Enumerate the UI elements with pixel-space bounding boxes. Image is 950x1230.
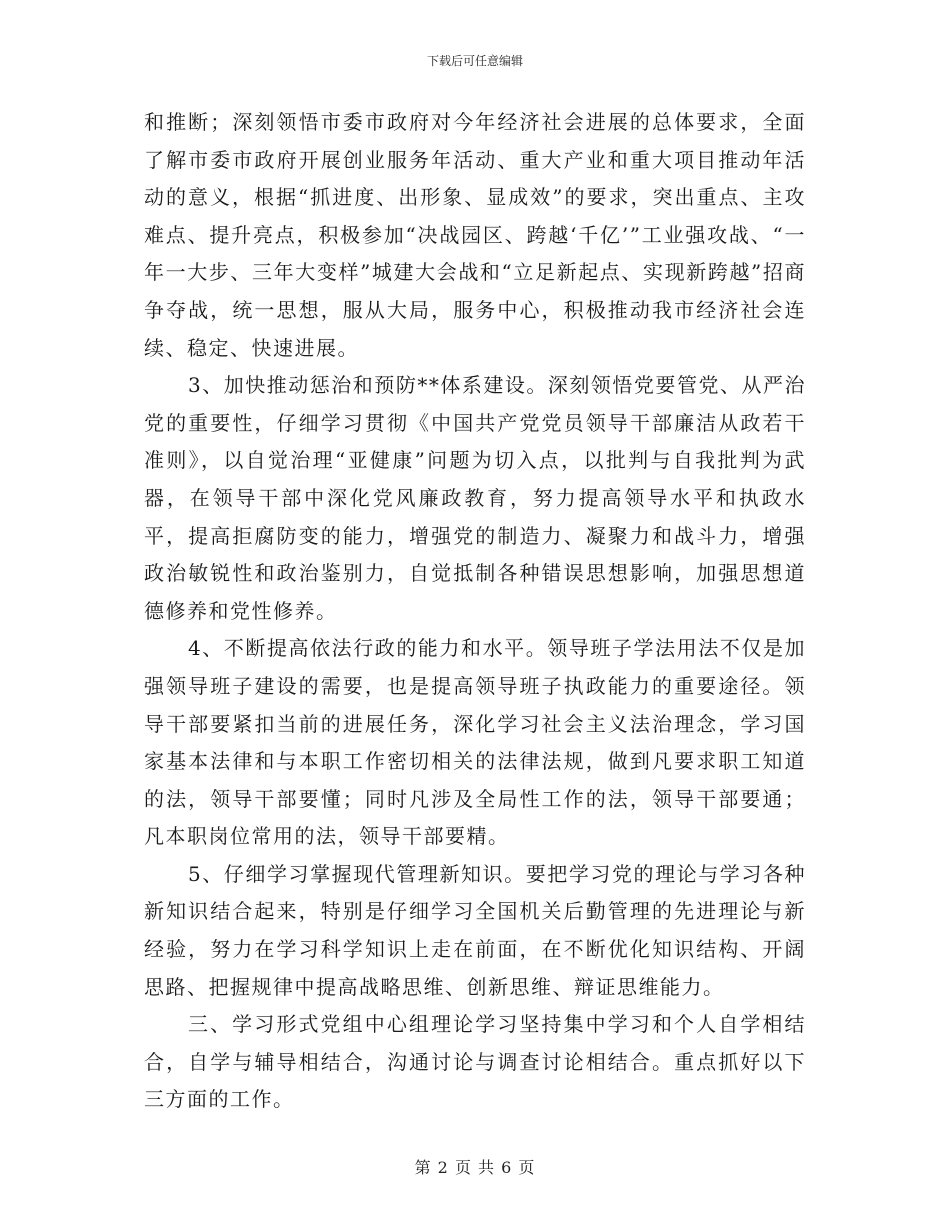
paragraph-item-3: 3、加快推动惩治和预防**体系建设。深刻领悟党要管党、从严治党的重要性，仔细学习贯彻《中国共产党党员领导干部廉洁从政若干准则》，以自觉治理“亚健康”问题为切入点，以批判与自我批判为武器，在领导干部中深化党风廉政教育，努力提高领导水平和执政水平，提高拒腐防变的能力，增强党的制造力、凝聚力和战斗力，增强政治敏锐性和政治鉴别力，自觉抵制各种错误思想影响，加强思想道德修养和党性修养。 (144, 373, 806, 623)
paragraph-item-5: 5、仔细学习掌握现代管理新知识。要把学习党的理论与学习各种新知识结合起来，特别是仔细学习全国机关后勤管理的先进理论与新经验，努力在学习科学知识上走在前面，在不断优化知识结构、开阔思路、把握规律中提高战略思维、创新思维、辩证思维能力。 (144, 861, 806, 999)
paragraph-section-3: 三、学习形式党组中心组理论学习坚持集中学习和个人自学相结合，自学与辅导相结合，沟通讨论与调查讨论相结合。重点抓好以下三方面的工作。 (144, 1012, 806, 1112)
paragraph-continuation: 和推断；深刻领悟市委市政府对今年经济社会进展的总体要求，全面了解市委市政府开展创业服务年活动、重大产业和重大项目推动年活动的意义，根据“抓进度、出形象、显成效”的要求，突出重点、主攻难点、提升亮点，积极参加“决战园区、跨越‘千亿’”工业强攻战、“一年一大步、三年大变样”城建大会战和“立足新起点、实现新跨越”招商争夺战，统一思想，服从大局，服务中心，积极推动我市经济社会连续、稳定、快速进展。 (144, 110, 806, 360)
paragraph-item-4: 4、不断提高依法行政的能力和水平。领导班子学法用法不仅是加强领导班子建设的需要，也是提高领导班子执政能力的重要途径。领导干部要紧扣当前的进展任务，深化学习社会主义法治理念，学习国家基本法律和与本职工作密切相关的法律法规，做到凡要求职工知道的法，领导干部要懂；同时凡涉及全局性工作的法，领导干部要通；凡本职岗位常用的法，领导干部要精。 (144, 636, 806, 849)
page-header: 下载后可任意编辑 (426, 54, 523, 68)
document-body (144, 104, 806, 1119)
page-footer: 第 2 页 共 6 页 (414, 1158, 536, 1177)
